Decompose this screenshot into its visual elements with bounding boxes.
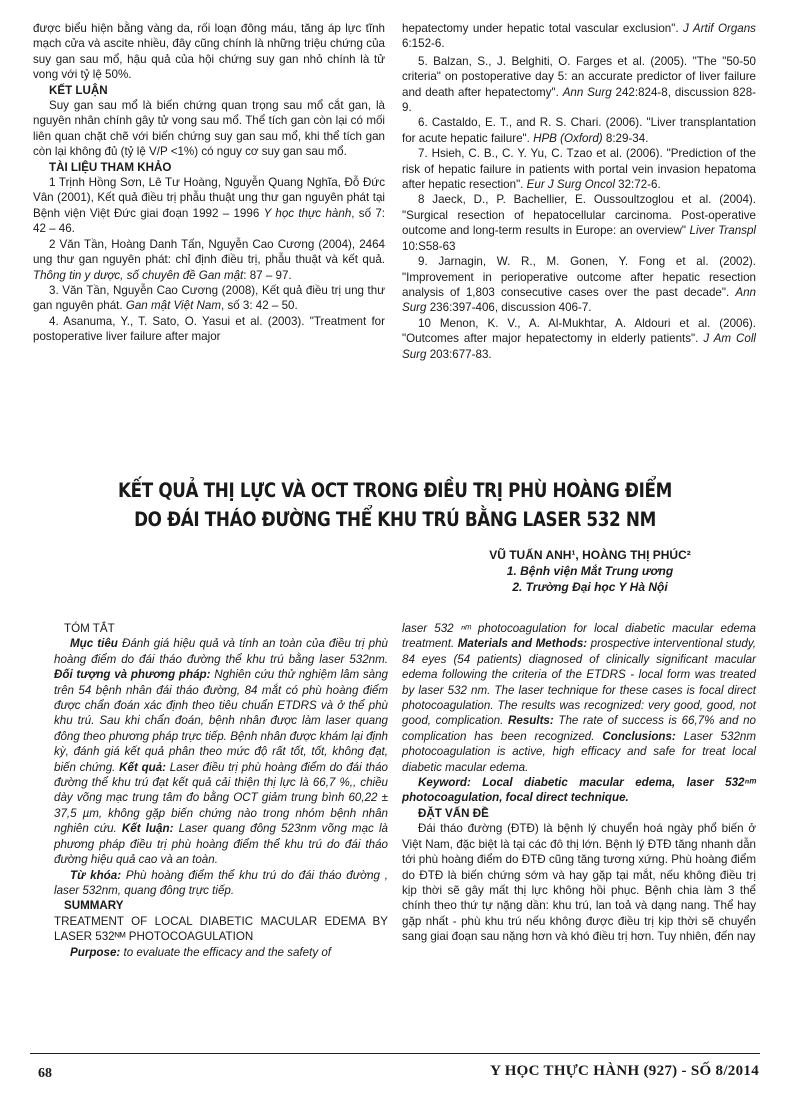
prev-article-right-column	[402, 21, 756, 362]
reference-item: 7. Hsieh, C. B., C. Y. Yu, C. Tzao et al. (2006). "Prediction of the risk of hepatic failure in patients with portal vein invasion hepatoma after hepatic resection". Eur J Surg Oncol 32:72-6.	[402, 147, 756, 192]
article-title	[60, 476, 730, 534]
prev-article-left-column	[33, 21, 385, 345]
reference-item: 3. Văn Tần, Nguyễn Cao Cương (2008), Kết quả điều trị ung thư gan nguyên phát. Gan mật Việt Nam, số 3: 42 – 50.	[33, 283, 385, 313]
author-block	[440, 547, 740, 595]
footer-divider	[30, 1053, 760, 1054]
article-title-line-2: DO ĐÁI THÁO ĐƯỜNG THỂ KHU TRÚ BẰNG LASER 532 NM	[134, 508, 656, 531]
summary-purpose: Purpose: to evaluate the efficacy and the safety of	[70, 945, 332, 959]
abstract-left-column	[54, 621, 388, 960]
article-title-line-1: KẾT QUẢ THỊ LỰC VÀ OCT TRONG ĐIỀU TRỊ PHÙ HOÀNG ĐIỂM	[117, 479, 672, 502]
keywords-english: Keyword: Local diabetic macular edema, laser 532ⁿᵐ photocoagulation, focal direct technique.	[402, 776, 756, 805]
summary-english: laser 532 ⁿᵐ photocoagulation for local diabetic macular edema treatment. Materials and Methods: prospective interventional study, 84 eyes (54 patients) diagnosed of clinically significant macular edema following the criteria of the ETDRS - local form was treated by laser 532 nm. The laser technique for these cases is focal direct photocoagulation. The results was recognized: very good, good, not good, complication. Results: The rate of success is 66,7% and no complication has been recognized. Conclusions: Laser 532nm photocoagulation is active, high efficacy and safe for treat local diabetic macular edema.	[402, 622, 757, 774]
affiliation-2: 2. Trường Đại học Y Hà Nội	[512, 580, 668, 594]
references-list-left	[33, 175, 385, 344]
reference-item: 5. Balzan, S., J. Belghiti, O. Farges et al. (2005). "The "50-50 criteria" on postoperative day 5: an accurate predictor of liver failure and death after hepatectomy". Ann Surg 242:824-8, discussion 828-9.	[402, 54, 757, 115]
reference-item: 10 Menon, K. V., A. Al-Mukhtar, A. Aldouri et al. (2006). "Outcomes after major hepatectomy in elderly patients". J Am Coll Surg 203:677-83.	[402, 316, 757, 361]
summary-heading: SUMMARY	[64, 899, 124, 913]
references-heading: TÀI LIỆU THAM KHẢO	[49, 160, 172, 174]
reference-item: hepatectomy under hepatic total vascular exclusion". J Artif Organs 6:152-6.	[402, 22, 756, 51]
reference-item: 2 Văn Tần, Hoàng Danh Tấn, Nguyễn Cao Cương (2004), 2464 ung thư gan nguyên phát: chỉ định điều trị, phẫu thuật và kết quả. Thông tin y dược, số chuyên đề Gan mật: 87 – 97.	[33, 237, 385, 282]
journal-name: Y HỌC THỰC HÀNH (927) - SỐ 8/2014	[490, 1063, 759, 1079]
introduction-text: Đái tháo đường (ĐTĐ) là bệnh lý chuyển hoá ngày phổ biến ở Việt Nam, đặc biệt là tại các đô thị lớn. Bệnh lý ĐTĐ tăng nhanh dẫn tới phù hoàng điểm do ĐTĐ cũng tăng tương xứng. Phù hoàng điểm do ĐTĐ là biến chứng sớm và hay gặp tại mắt, nếu không điều trị kịp thời sẽ gây mất thị lực không hồi phục. Bệnh chia làm 3 thể chính theo thứ tự nặng dần: khu trú, lan toả và dạng nang. Thể hay gặp nhất - phù khu trú nếu không được điều trị kịp thời sẽ chuyển sang giai đoạn sau nặng hơn và khó điều trị hơn. Tuy nhiên, đến nay	[402, 822, 756, 944]
abstract-vietnamese: Mục tiêu Đánh giá hiệu quả và tính an toàn của điều trị phù hoàng điểm do đái tháo đường thể khu trú bằng laser 532nm. Đối tượng và phương pháp: Nghiên cứu thử nghiệm lâm sàng trên 54 bệnh nhân đái tháo đường, 84 mắt có phù hoàng điểm được chẩn đoán xác định theo tiêu chuẩn ETDRS và ở thể phù khu trú. Sau khi chẩn đoán, bệnh nhân được làm laser quang đông theo phương pháp trực tiếp. Bệnh nhân được khám lại định kỳ, đánh giá kết quả phân theo mức độ rất tốt, tốt, không đạt, biến chứng. Kết quả: Laser điều trị phù hoàng điểm do đái tháo đường thể khu trú đạt kết quả cải thiện thị lực là 66,7 %,, chiều dày võng mạc trung tâm đo bằng OCT giảm trung bình 60,22 ± 37,5 µm, không gặp biến chứng nào trong nhóm bệnh nhân nghiên cứu. Kết luận: Laser quang đông 523nm võng mạc là phương pháp điều trị phù hoàng điểm thể khu trú do đái tháo đường hiệu quả cao và an toàn.	[54, 637, 389, 867]
reference-item: 1 Trịnh Hồng Sơn, Lê Tư Hoàng, Nguyễn Quang Nghĩa, Đỗ Đức Vân (2001), Kết quả điều trị phẫu thuật ung thư gan nguyên phát tại Bệnh viện Việt Đức giai đoạn 1992 – 1996 Y học thực hành, số 7: 42 – 46.	[33, 176, 385, 236]
page-number: 68	[38, 1066, 52, 1081]
abstract-heading: TÓM TẮT	[64, 622, 115, 635]
conclusion-heading: KẾT LUẬN	[49, 83, 108, 97]
author-names: VŨ TUẤN ANH¹, HOÀNG THỊ PHÚC²	[489, 548, 691, 562]
introduction-heading: ĐẶT VẤN ĐỀ	[418, 806, 489, 820]
abstract-right-column	[402, 621, 756, 945]
keywords-vietnamese: Từ khóa: Phù hoàng điểm thể khu trú do đái tháo đường , laser 532nm, quang đông trực tiếp.	[54, 868, 389, 897]
conclusion-text: Suy gan sau mổ là biến chứng quan trọng sau mổ cắt gan, là nguyên nhân chính gây tử vong sau mổ. Thể tích gan còn lại có mối liên quan chặt chẽ với biến chứng suy gan sau mổ, khi thể tích gan còn lại không đủ (tỷ lệ V/P <1%) có nguy cơ suy gan sau mổ.	[33, 99, 385, 159]
reference-item: 4. Asanuma, Y., T. Sato, O. Yasui et al. (2003). "Treatment for postoperative liver failure after major	[33, 314, 385, 344]
affiliation-1: 1. Bệnh viện Mắt Trung ương	[506, 564, 674, 578]
summary-title: TREATMENT OF LOCAL DIABETIC MACULAR EDEMA BY LASER 532ᴺᴹ PHOTOCOAGULATION	[54, 914, 388, 944]
prev-article-paragraph: được biểu hiện bằng vàng da, rối loạn đông máu, tăng áp lực tĩnh mạch cửa và ascite nhiều, đây cũng chính là những triệu chứng của suy gan sau mổ, hậu quả của hội chứng suy gan nhỏ chính là tử vong với tỷ lệ 50%.	[33, 22, 385, 82]
reference-item: 9. Jarnagin, W. R., M. Gonen, Y. Fong et al. (2002). "Improvement in perioperative outcome after hepatic resection analysis of 1,803 consecutive cases over the past decade". Ann Surg 236:397-406, discussion 406-7.	[402, 255, 756, 315]
reference-item: 6. Castaldo, E. T., and R. S. Chari. (2006). "Liver transplantation for acute hepatic failure". HPB (Oxford) 8:29-34.	[402, 116, 756, 145]
reference-item: 8 Jaeck, D., P. Bachellier, E. Oussoultzoglou et al. (2004). "Surgical resection of hepatocellular carcinoma. Post-operative outcome and long-term results in Europe: an overview" Liver Transpl 10:S58-63	[402, 193, 756, 253]
